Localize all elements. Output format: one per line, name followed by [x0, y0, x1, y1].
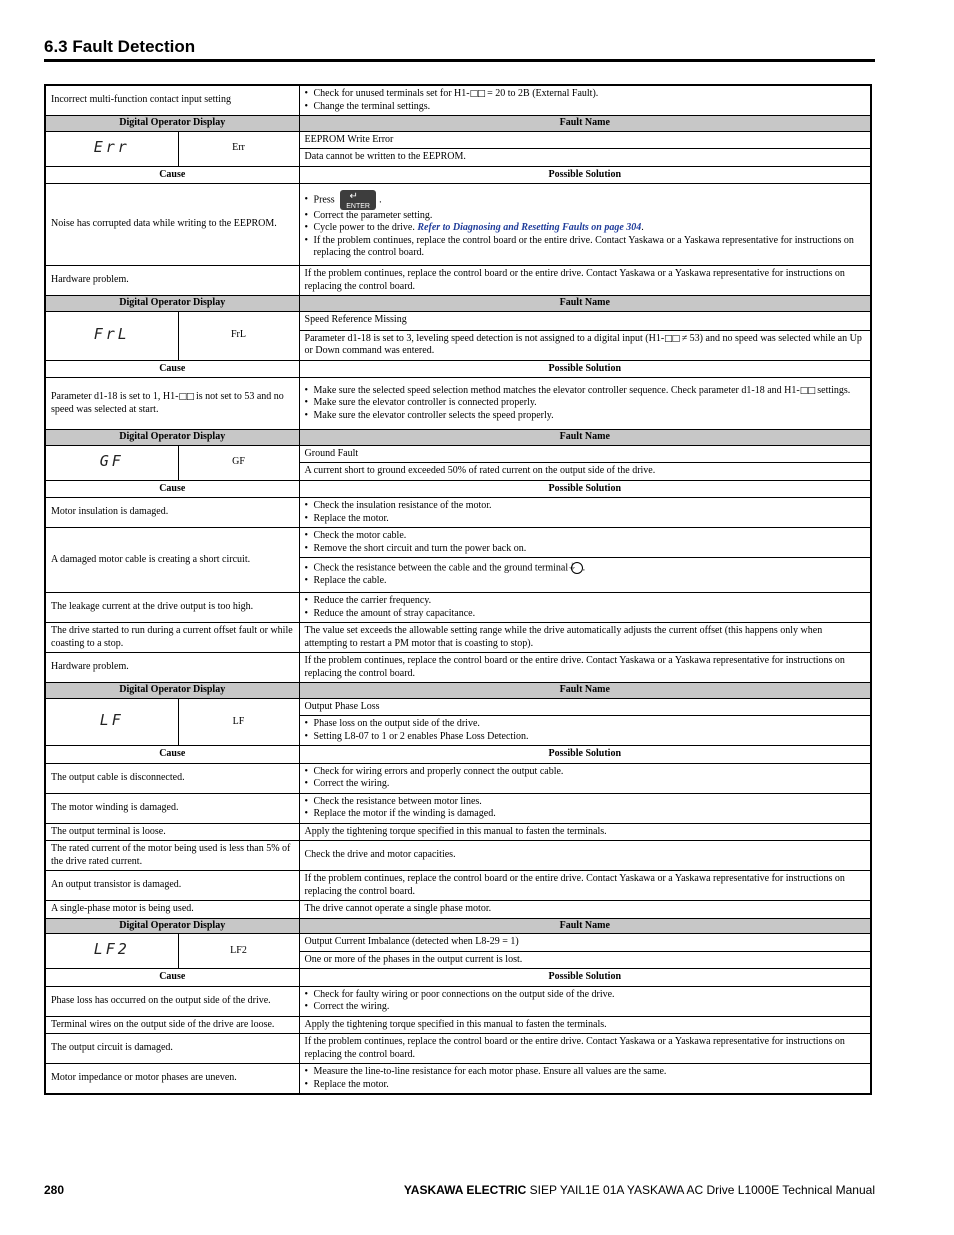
cause-cell: The output circuit is damaged. [45, 1034, 299, 1064]
cause-header-row [45, 969, 871, 987]
solution-cell: If the problem continues, replace the control board or the entire drive. Contact Yaskawa or a Yaskawa representative for instructions on replacing the control board. [299, 871, 871, 901]
table-row [45, 986, 871, 1016]
fault-name-lf2: Output Current Imbalance (detected when L8-29 = 1) [299, 934, 871, 952]
list-item: • Measure the line-to-line resistance for each motor phase. Ensure all values are the same. [305, 1066, 866, 1079]
list-item: • Check for unused terminals set for H1-□□ = 20 to 2B (External Fault). [305, 88, 866, 101]
solution-cell: If the problem continues, replace the control board or the entire drive. Contact Yaskawa or a Yaskawa representative for instructions on replacing the control board. [299, 653, 871, 683]
header-cause: Cause [45, 480, 299, 498]
page-footer [44, 1182, 875, 1198]
fault-table [44, 84, 872, 1095]
header-possible-solution: Possible Solution [299, 480, 871, 498]
table-row [45, 131, 871, 149]
solution-cell [299, 593, 871, 623]
operator-display-gf: GF [45, 445, 178, 480]
list-item: • Check the motor cable. [305, 530, 866, 543]
header-digital-operator-display: Digital Operator Display [45, 116, 299, 132]
header-digital-operator-display: Digital Operator Display [45, 918, 299, 934]
section-header-row [45, 116, 871, 132]
header-possible-solution: Possible Solution [299, 360, 871, 378]
section-header-row [45, 296, 871, 312]
page-header [44, 36, 875, 58]
cause-cell: The output terminal is loose. [45, 823, 299, 841]
list-item: • Replace the motor. [305, 513, 866, 526]
cause-cell: Phase loss has occurred on the output side of the drive. [45, 986, 299, 1016]
operator-display-frl: FrL [45, 311, 178, 360]
solution-cell: If the problem continues, replace the control board or the entire drive. Contact Yaskawa or a Yaskawa representative for instructions on replacing the control board. [299, 266, 871, 296]
list-item: • Press ↵ ENTER. [305, 190, 866, 210]
solution-cell [299, 986, 871, 1016]
manual-title [404, 1182, 875, 1198]
cause-header-row [45, 480, 871, 498]
enter-key-icon: ↵ ENTER [340, 190, 376, 210]
solution-cell: The value set exceeds the allowable setting range while the drive automatically adjusts the current offset (this happens only when attempting to restart a PM motor that is coasting to stop). [299, 623, 871, 653]
cause-cell: Hardware problem. [45, 266, 299, 296]
list-item: • Make sure the selected speed selection method matches the elevator controller sequence. Check parameter d1-18 and H1-□□ settings. [305, 385, 866, 398]
cause-cell: The output cable is disconnected. [45, 763, 299, 793]
table-row [45, 1034, 871, 1064]
solution-cell [299, 85, 871, 116]
table-row [45, 85, 871, 116]
solution-cell: Check the drive and motor capacities. [299, 841, 871, 871]
solution-cell [299, 1064, 871, 1095]
solution-cell [299, 378, 871, 430]
table-row [45, 793, 871, 823]
solution-cell: If the problem continues, replace the control board or the entire drive. Contact Yaskawa or a Yaskawa representative for instructions on replacing the control board. [299, 1034, 871, 1064]
section-title: 6.3 Fault Detection [44, 37, 196, 56]
list-item: • Make sure the elevator controller is connected properly. [305, 397, 866, 410]
table-row [45, 841, 871, 871]
header-cause: Cause [45, 969, 299, 987]
fault-description-lf [299, 716, 871, 746]
cross-reference-link[interactable]: Refer to Diagnosing and Resetting Faults on page 304 [417, 222, 642, 233]
table-row [45, 763, 871, 793]
solution-cell [299, 763, 871, 793]
list-item: • Correct the parameter setting. [305, 210, 866, 223]
fault-code-lf2: LF2 [178, 934, 299, 969]
section-header-row [45, 683, 871, 699]
table-row [45, 311, 871, 330]
header-cause: Cause [45, 166, 299, 184]
brand-name: YASKAWA ELECTRIC [403, 1183, 527, 1197]
cause-cell: The leakage current at the drive output is too high. [45, 593, 299, 623]
fault-code-lf: LF [178, 698, 299, 746]
solution-cell [299, 793, 871, 823]
list-item: • Reduce the carrier frequency. [305, 595, 866, 608]
cause-cell: Incorrect multi-function contact input setting [45, 85, 299, 116]
operator-display-lf: LF [45, 698, 178, 746]
header-rule [44, 59, 875, 62]
page-number: 280 [44, 1183, 65, 1197]
cause-cell: Parameter d1-18 is set to 1, H1-□□ is not set to 53 and no speed was selected at start. [45, 378, 299, 430]
header-digital-operator-display: Digital Operator Display [45, 683, 299, 699]
list-item: • Check the resistance between motor lines. [305, 796, 866, 809]
cause-cell: Hardware problem. [45, 653, 299, 683]
cause-header-row [45, 166, 871, 184]
cause-cell: The rated current of the motor being used is less than 5% of the drive rated current. [45, 841, 299, 871]
table-row [45, 934, 871, 952]
table-row [45, 184, 871, 266]
table-row [45, 528, 871, 558]
fault-description-frl: Parameter d1-18 is set to 3, leveling speed detection is not assigned to a digital input (H1-□□ ≠ 53) and no speed was selected while an Up or Down command was entered. [299, 330, 871, 360]
fault-name-err: EEPROM Write Error [299, 131, 871, 149]
cause-cell: A single-phase motor is being used. [45, 901, 299, 919]
fault-description-err: Data cannot be written to the EEPROM. [299, 149, 871, 167]
cause-header-row [45, 360, 871, 378]
list-item: • Phase loss on the output side of the drive. [305, 718, 866, 731]
operator-display-err: Err [45, 131, 178, 166]
section-header-row [45, 430, 871, 446]
list-item: • Change the terminal settings. [305, 101, 866, 114]
solution-cell [299, 558, 871, 593]
list-item: • Check the resistance between the cable and the ground terminal ⏚ . [305, 562, 866, 575]
header-fault-name: Fault Name [299, 296, 871, 312]
solution-cell [299, 498, 871, 528]
list-item: • Check for faulty wiring or poor connections on the output side of the drive. [305, 989, 866, 1002]
solution-cell [299, 184, 871, 266]
list-item: • Replace the cable. [305, 575, 866, 588]
cause-cell: Noise has corrupted data while writing to the EEPROM. [45, 184, 299, 266]
header-possible-solution: Possible Solution [299, 166, 871, 184]
fault-description-lf2: One or more of the phases in the output current is lost. [299, 951, 871, 969]
fault-code-frl: FrL [178, 311, 299, 360]
fault-name-lf: Output Phase Loss [299, 698, 871, 716]
table-row [45, 266, 871, 296]
operator-display-lf2: LF2 [45, 934, 178, 969]
table-row [45, 823, 871, 841]
list-item: • Setting L8-07 to 1 or 2 enables Phase Loss Detection. [305, 731, 866, 744]
header-fault-name: Fault Name [299, 918, 871, 934]
header-cause: Cause [45, 360, 299, 378]
header-fault-name: Fault Name [299, 430, 871, 446]
fault-name-frl: Speed Reference Missing [299, 311, 871, 330]
cause-header-row [45, 746, 871, 764]
table-row [45, 1064, 871, 1095]
table-row [45, 653, 871, 683]
header-fault-name: Fault Name [299, 116, 871, 132]
header-fault-name: Fault Name [299, 683, 871, 699]
fault-code-err: Err [178, 131, 299, 166]
list-item: • Check for wiring errors and properly connect the output cable. [305, 766, 866, 779]
list-item: • Check the insulation resistance of the motor. [305, 500, 866, 513]
header-possible-solution: Possible Solution [299, 746, 871, 764]
list-item: • Cycle power to the drive. Refer to Diagnosing and Resetting Faults on page 304. [305, 222, 866, 235]
cause-cell: Terminal wires on the output side of the drive are loose. [45, 1016, 299, 1034]
list-item: • Correct the wiring. [305, 778, 866, 791]
fault-code-gf: GF [178, 445, 299, 480]
table-row [45, 498, 871, 528]
table-row [45, 871, 871, 901]
solution-cell: Apply the tightening torque specified in this manual to fasten the terminals. [299, 1016, 871, 1034]
cause-cell: An output transistor is damaged. [45, 871, 299, 901]
table-row [45, 378, 871, 430]
cause-cell: The drive started to run during a current offset fault or while coasting to a stop. [45, 623, 299, 653]
list-item: • Replace the motor if the winding is damaged. [305, 808, 866, 821]
list-item: • Reduce the amount of stray capacitance. [305, 608, 866, 621]
solution-cell [299, 528, 871, 558]
header-cause: Cause [45, 746, 299, 764]
list-item: • Make sure the elevator controller selects the speed properly. [305, 410, 866, 423]
header-digital-operator-display: Digital Operator Display [45, 296, 299, 312]
list-item: • Remove the short circuit and turn the power back on. [305, 543, 866, 556]
ground-terminal-icon: ⏚ [571, 562, 583, 574]
table-row [45, 698, 871, 716]
document-name: SIEP YAIL1E 01A YASKAWA AC Drive L1000E Technical Manual [526, 1183, 875, 1197]
table-row [45, 593, 871, 623]
cause-cell: Motor insulation is damaged. [45, 498, 299, 528]
header-digital-operator-display: Digital Operator Display [45, 430, 299, 446]
table-row [45, 1016, 871, 1034]
list-item: • Replace the motor. [305, 1079, 866, 1092]
table-row [45, 445, 871, 463]
section-header-row [45, 918, 871, 934]
cause-cell: The motor winding is damaged. [45, 793, 299, 823]
table-row [45, 901, 871, 919]
header-possible-solution: Possible Solution [299, 969, 871, 987]
cause-cell: Motor impedance or motor phases are uneven. [45, 1064, 299, 1095]
list-item: • If the problem continues, replace the control board or the entire drive. Contact Yaskawa or a Yaskawa representative for instructions on replacing the control board. [305, 235, 866, 260]
list-item: • Correct the wiring. [305, 1001, 866, 1014]
solution-cell: The drive cannot operate a single phase motor. [299, 901, 871, 919]
fault-name-gf: Ground Fault [299, 445, 871, 463]
fault-description-gf: A current short to ground exceeded 50% of rated current on the output side of the drive. [299, 463, 871, 481]
table-row [45, 623, 871, 653]
cause-cell: A damaged motor cable is creating a short circuit. [45, 528, 299, 593]
solution-cell: Apply the tightening torque specified in this manual to fasten the terminals. [299, 823, 871, 841]
